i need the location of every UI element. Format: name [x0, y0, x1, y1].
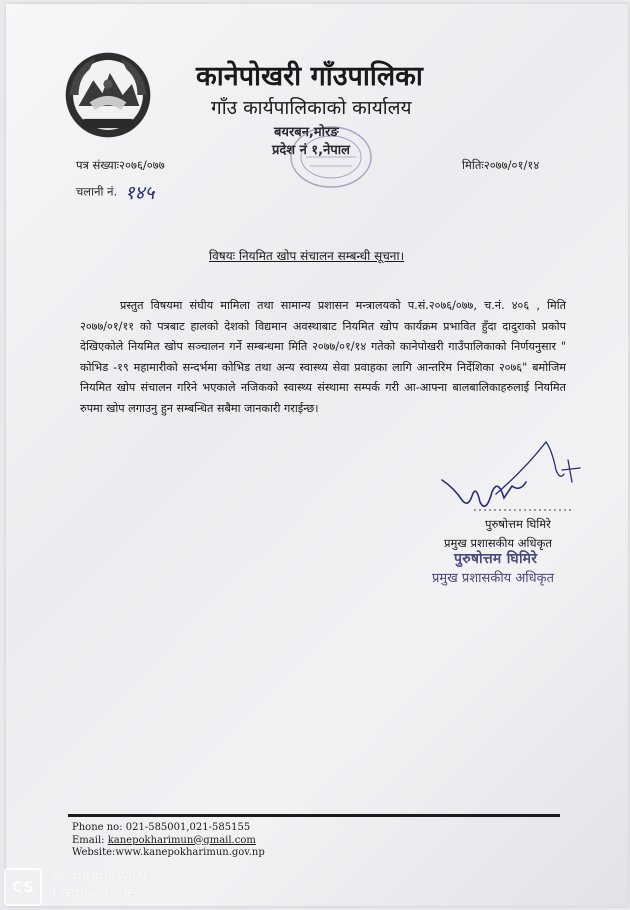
letter-subject: विषयः नियमित खोप संचालन सम्बन्धी सूचना। [209, 249, 405, 263]
dispatch-number-value: १४५ [124, 182, 155, 204]
dispatch-number-label: चलानी नं. [76, 184, 118, 199]
letter-body: प्रस्तुत विषयमा संघीय मामिला तथा सामान्य प्रशासन मन्त्रालयको प.सं.२०७६/०७७, च.नं. ४०६ , मिति २०७७/०१/११ को पत्रबाट हालको देशको विद्यमान अवस्थाबाट नियमित खोप कार्यक्रम प्रभावित हुँदा दादुराको प्रकोप देखिएकोले नियमित खोप सञ्चालन गर्ने सम्बन्धमा मिति २०७७/०१/१४ गतेको कानेपोखरी गाउँपालिकाको निर्णयनुसार " कोभिड -१९ महामारीको सन्दर्भमा कोभिड तथा अन्य स्वास्थ्य सेवा प्रवाहका लागि आन्तरिम निर्देशिका २०७६" बमोजिम नियमित खोप संचालन गरिने भएकाले नजिकको स्वास्थ्य संस्थामा सम्पर्क गरी आ-आफ्ना बालबालिकाहरुलाई नियमित रुपमा खोप लगाउनु हुन सम्बन्धित सबैमा जानकारी गराईन्छ। [80, 299, 566, 415]
signatory-name: पुरुषोत्तम घिमिरे [485, 517, 551, 531]
footer-email-row [72, 835, 372, 848]
footer-contact [72, 822, 372, 860]
handwritten-signature-icon [434, 430, 584, 520]
address-line-2: प्रदेश नं १,नेपाल [272, 143, 350, 158]
camscanner-watermark [4, 866, 224, 906]
document-page [6, 4, 628, 906]
letter-reference-number: पत्र संख्याः२०७६/०७७ [76, 158, 165, 172]
footer-email-label: Email: [72, 834, 108, 846]
watermark-text [52, 866, 222, 902]
name-stamp: पुरुषोत्तम घिमिरे [454, 551, 538, 567]
watermark-line-2: CamScanner [52, 885, 142, 901]
watermark-line-1: Scanned with [52, 867, 147, 883]
footer-divider [68, 814, 560, 817]
camscanner-logo-icon: CS [4, 868, 42, 906]
dispatch-number-row [76, 179, 154, 205]
office-name: गाँउ कार्यपालिकाको कार्यालय [211, 97, 412, 119]
footer-email-link[interactable]: kanepokharimun@gmail.com [107, 834, 256, 846]
signatory-title: प्रमुख प्रशासकीय अधिकृत [444, 536, 552, 550]
footer-website[interactable]: Website:www.kanepokharimun.gov.np [72, 847, 265, 858]
title-stamp: प्रमुख प्रशासकीय अधिकृत [432, 571, 555, 586]
footer-phone: Phone no: 021-585001,021-585155 [72, 822, 251, 833]
government-emblem-icon [62, 49, 154, 141]
municipality-name: कानेपोखरी गाँउपालिका [196, 61, 423, 92]
address-line-1: बयरबन,मोरङ [274, 125, 339, 140]
letter-date: मितिः२०७७/०१/१४ [462, 158, 540, 172]
